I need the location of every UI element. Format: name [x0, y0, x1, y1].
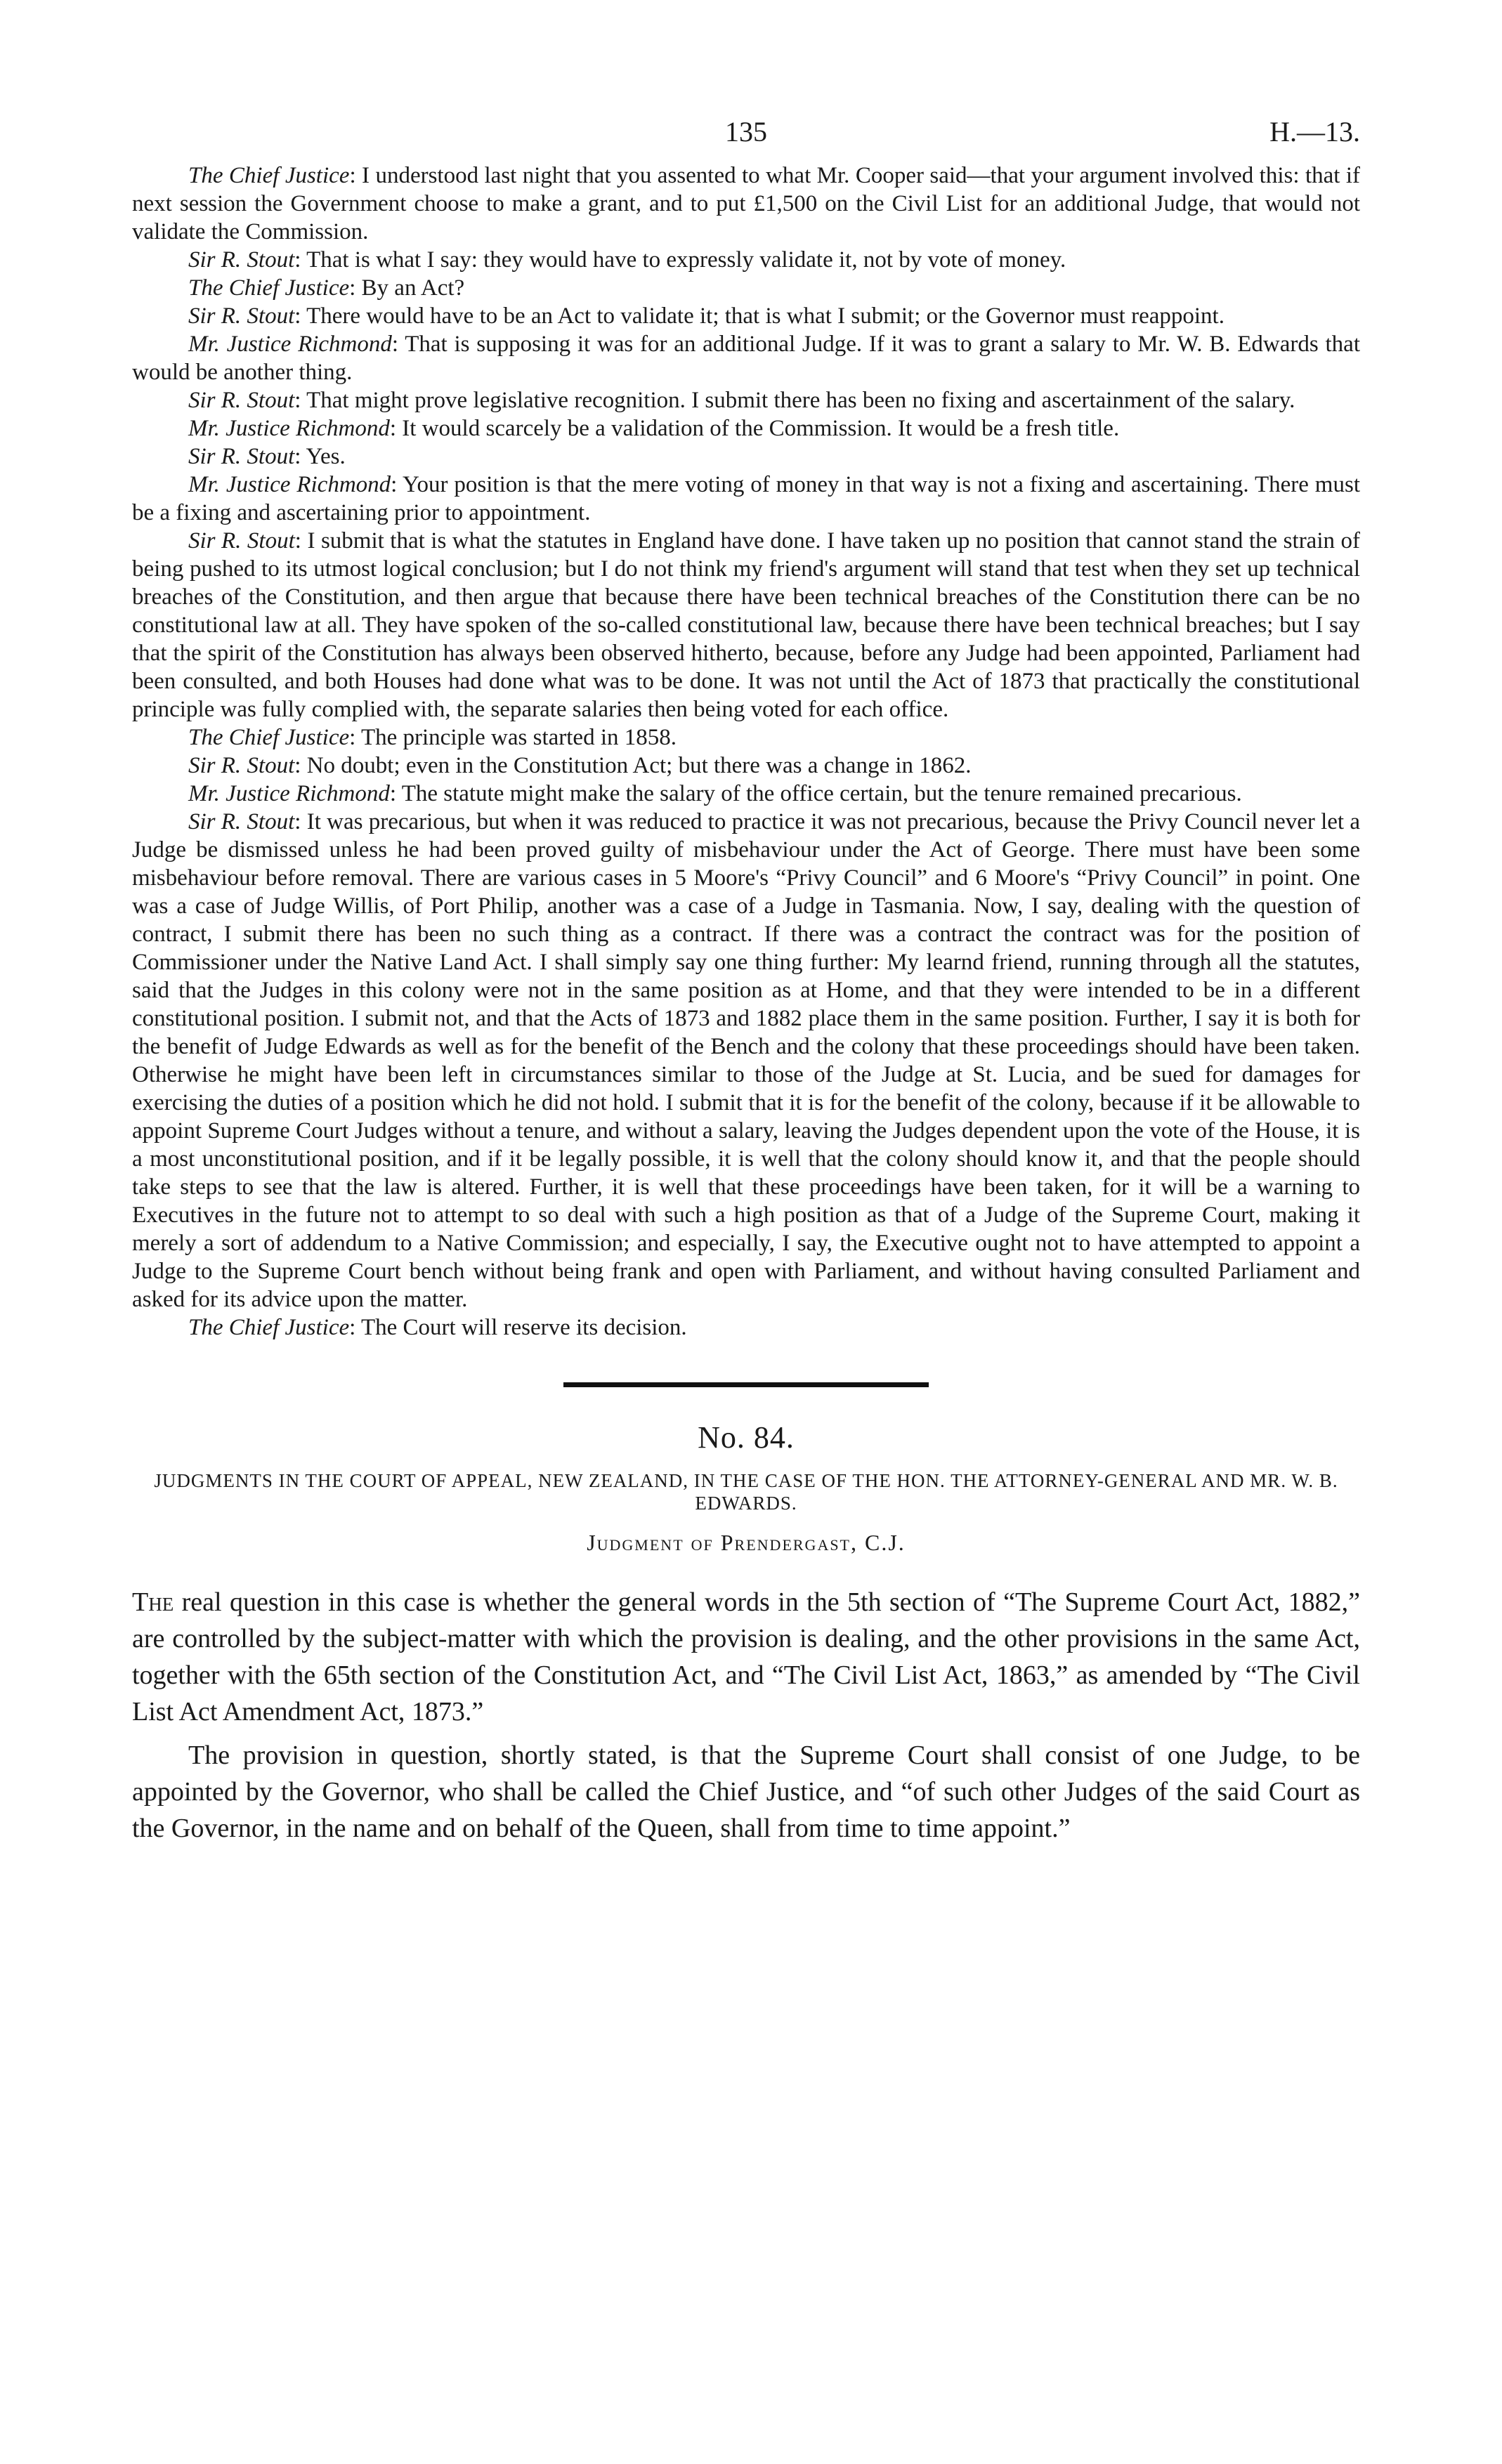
judgment-paragraph: [132, 1737, 1360, 1847]
dialogue-paragraph: [132, 414, 1360, 443]
speaker-name: Sir R. Stout: [188, 753, 295, 778]
speaker-separator: :: [391, 472, 403, 497]
section-divider: [563, 1382, 929, 1387]
dialogue-paragraph: [132, 780, 1360, 808]
speaker-name: Sir R. Stout: [188, 528, 295, 553]
speaker-separator: :: [294, 809, 307, 834]
dialogue-paragraph: [132, 330, 1360, 386]
dialogue-text: I understood last night that you assented to what Mr. Cooper said—that your argument involved this: that if next session the Government choose to make a grant, and to put £1,500 on the Civil List for an additional Judge, that would not validate the Commission.: [132, 163, 1361, 244]
speaker-name: The Chief Justice: [188, 725, 350, 750]
dialogue-paragraph: [132, 808, 1360, 1313]
speaker-name: Mr. Justice Richmond: [188, 781, 390, 806]
dialogue-paragraph: [132, 274, 1360, 302]
judgment-paragraph: [132, 1584, 1360, 1730]
judgment-text: real question in this case is whether the general words in the 5th section of “The Supreme Court Act, 1882,” are controlled by the subject-matter with which the provision is dealing, and the other provisions in the same Act, together with the 65th section of the Constitution Act, and “The Civil List Act, 1863,” as amended by “The Civil List Act Amendment Act, 1873.”: [132, 1587, 1360, 1726]
dialogue-paragraph: [132, 443, 1360, 471]
speaker-name: Sir R. Stout: [188, 809, 295, 834]
dialogue-text: That is supposing it was for an additional Judge. If it was to grant a salary to Mr. W. B. Edwards that would be another thing.: [132, 332, 1360, 385]
speaker-name: Sir R. Stout: [188, 444, 295, 469]
section-number: No. 84.: [698, 1420, 795, 1455]
judgment-heading: Judgment of Prendergast, C.J.: [587, 1530, 906, 1555]
speaker-name: The Chief Justice: [188, 163, 350, 188]
speaker-name: Sir R. Stout: [188, 247, 295, 273]
dialogue-paragraph: [132, 752, 1360, 780]
dialogue-paragraph: [132, 162, 1360, 246]
dialogue-text: The statute might make the salary of the office certain, but the tenure remained precarious.: [401, 781, 1242, 806]
section-title: JUDGMENTS IN THE COURT OF APPEAL, NEW ZEALAND, IN THE CASE OF THE HON. THE ATTORNEY-GENERAL AND MR. W. B. EDWARDS.: [154, 1470, 1338, 1514]
page-header: [132, 105, 1360, 162]
speaker-name: Mr. Justice Richmond: [188, 332, 392, 357]
dialogue-paragraph: [132, 471, 1360, 527]
speaker-name: Mr. Justice Richmond: [188, 416, 390, 441]
speaker-separator: :: [294, 444, 306, 469]
speaker-separator: :: [389, 416, 403, 441]
speaker-separator: :: [294, 247, 307, 273]
dialogue-paragraph: [132, 527, 1360, 723]
dialogue-paragraph: [132, 723, 1360, 752]
dialogue-text: No doubt; even in the Constitution Act; but there was a change in 1862.: [306, 753, 972, 778]
speaker-name: Mr. Justice Richmond: [188, 472, 391, 497]
speaker-separator: :: [294, 388, 307, 413]
speaker-name: Sir R. Stout: [188, 388, 295, 413]
dialogue-text: It was precarious, but when it was reduced to practice it was not precarious, because the Privy Council never let a Judge be dismissed unless he had been proved guilty of misbehaviour under the Act of George. There must have been some misbehaviour before removal. There are various cases in 5 Moore's “Privy Council” and 6 Moore's “Privy Council” in point. One was a case of Judge Willis, of Port Philip, another was a case of a Judge in Tasmania. Now, I say, dealing with the question of contract, I submit there has been no such thing as a contract. If there was a contract the contract was for the position of Commissioner under the Native Land Act. I shall simply say one thing further: My learnd friend, running through all the statutes, said that the Judges in this colony were not in the same position as at Home, and that they were intended to be in a different constitutional position. I submit not, and that the Acts of 1873 and 1882 place them in the same position. Further, I say it is both for the benefit of Judge Edwards as well as for the benefit of the Bench and the colony that these proceedings should have been taken. Otherwise he might have been left in circumstances similar to those of the Judge at St. Lucia, and be sued for damages for exercising the duties of a position which he did not hold. I submit that it is for the benefit of the colony, because if it be allowable to appoint Supreme Court Judges without a tenure, and without a salary, leaving the Judges dependent upon the vote of the House, it is a most unconstitutional position, and if it be legally possible, it is well that the colony should know it, and that the people should take steps to see that the law is altered. Further, it is well that these proceedings have been taken, for it will be a warning to Executives in the future not to attempt to so deal with such a high position as that of a Judge of the Supreme Court, making it merely a sort of addendum to a Native Commission; and especially, I say, the Executive ought not to have attempted to appoint a Judge to the Supreme Court bench without being frank and open with Parliament, and without having consulted Parliament and asked for its advice upon the matter.: [132, 809, 1361, 1312]
dialogue-text: Your position is that the mere voting of money in that way is not a fixing and ascertaining. There must be a fixing and ascertaining prior to appointment.: [132, 472, 1360, 525]
speaker-separator: :: [349, 725, 361, 750]
lead-word: The: [132, 1587, 174, 1617]
dialogue-text: Yes.: [306, 444, 346, 469]
speaker-name: Sir R. Stout: [188, 303, 295, 329]
dialogue-text: That is what I say: they would have to expressly validate it, not by vote of money.: [306, 247, 1066, 273]
speaker-separator: :: [294, 753, 307, 778]
dialogue-text: By an Act?: [361, 275, 465, 301]
dialogue-text: The Court will reserve its decision.: [360, 1315, 687, 1340]
dialogue-paragraph: [132, 386, 1360, 414]
dialogue-text: I submit that is what the statutes in England have done. I have taken up no position that cannot stand the strain of being pushed to its utmost logical conclusion; but I do not think my friend's argument will stand that test when they set up technical breaches of the Constitution, and then argue that because there have been technical breaches of the Constitution there can be no constitutional law at all. They have spoken of the so-called constitutional law, because there have been technical breaches; but I say that the spirit of the Constitution has always been observed hitherto, because, before any Judge had been appointed, Parliament had been consulted, and both Houses had done what was to be done. It was not until the Act of 1873 that practically the constitutional principle was fully complied with, the separate salaries then being voted for each office.: [132, 528, 1360, 722]
dialogue-text: The principle was started in 1858.: [360, 725, 677, 750]
dialogue-paragraph: [132, 1313, 1360, 1342]
page-number: 135: [725, 116, 767, 148]
speaker-separator: :: [294, 528, 308, 553]
paper-code: H.—13.: [1269, 116, 1360, 148]
speaker-separator: :: [389, 781, 402, 806]
speaker-separator: :: [294, 303, 307, 329]
judgment-text: The provision in question, shortly stated, is that the Supreme Court shall consist of one Judge, to be appointed by the Governor, who shall be called the Chief Justice, and “of such other Judges of the said Court as the Governor, in the name and on behalf of the Queen, shall from time to time appoint.”: [132, 1741, 1360, 1843]
dialogue-paragraph: [132, 302, 1360, 330]
speaker-separator: :: [391, 332, 405, 357]
speaker-separator: :: [349, 275, 362, 301]
speaker-name: The Chief Justice: [188, 275, 350, 301]
document-page: [132, 105, 1360, 1854]
speaker-name: The Chief Justice: [188, 1315, 350, 1340]
hearing-transcript: [132, 162, 1360, 1342]
speaker-separator: :: [349, 163, 363, 188]
dialogue-text: That might prove legislative recognition. I submit there has been no fixing and ascertainment of the salary.: [306, 388, 1295, 413]
dialogue-text: There would have to be an Act to validate it; that is what I submit; or the Governor must reappoint.: [306, 303, 1225, 329]
dialogue-paragraph: [132, 246, 1360, 274]
speaker-separator: :: [349, 1315, 361, 1340]
dialogue-text: It would scarcely be a validation of the Commission. It would be a fresh title.: [402, 416, 1120, 441]
